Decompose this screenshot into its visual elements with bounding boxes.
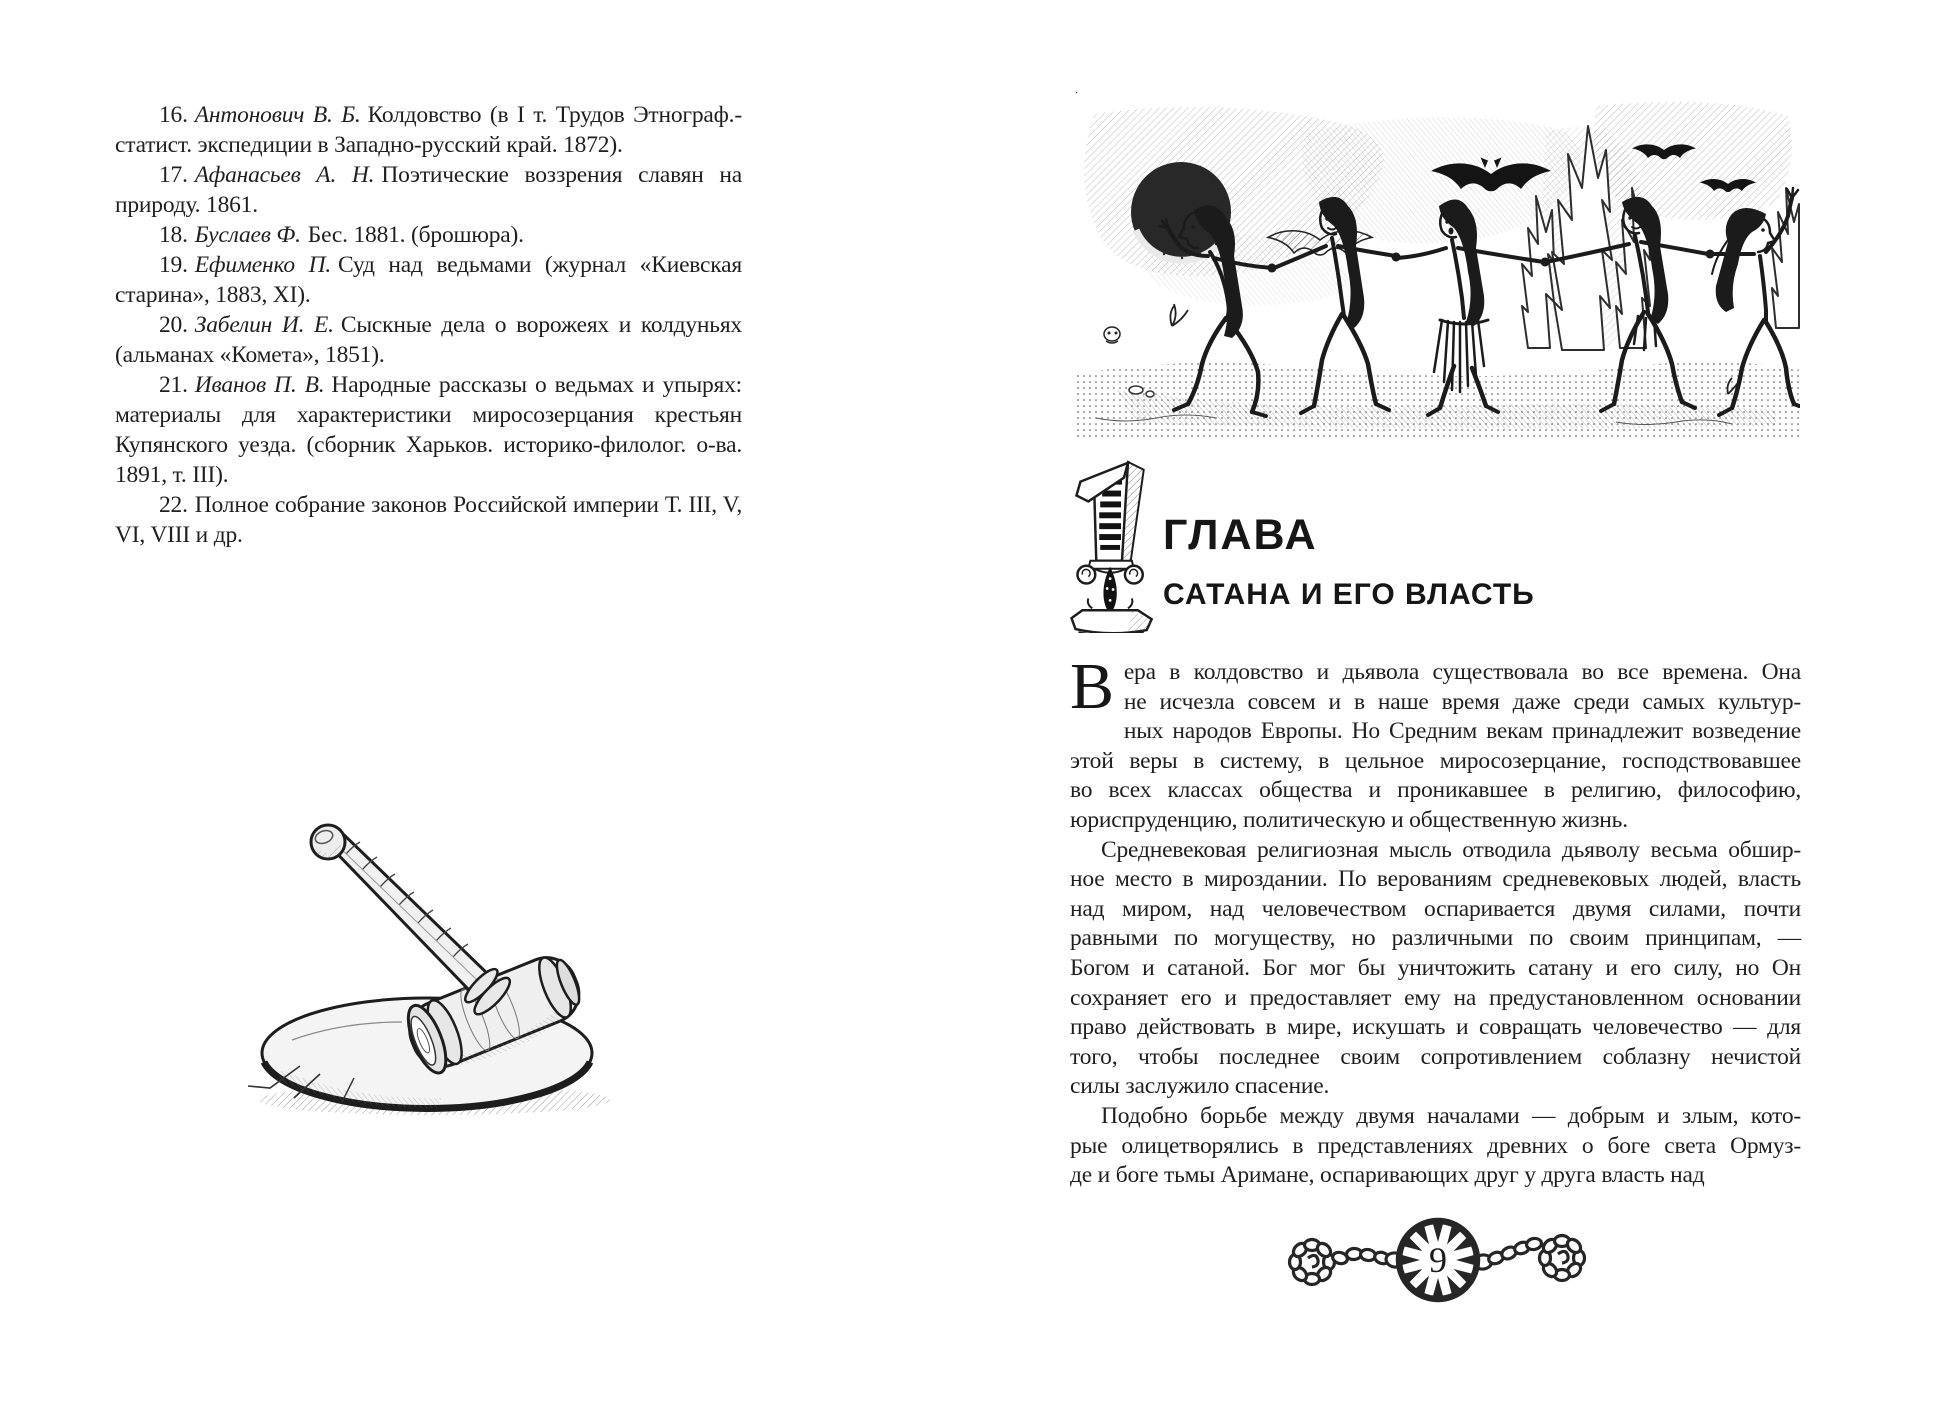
entry-text: Сыскные дела о ворожеях и колдуньях (альманах «Комета», 1851). (115, 312, 742, 368)
entry-number: 18. (159, 222, 188, 248)
paragraph-lines (1070, 1102, 1801, 1191)
drop-cap: В (1070, 650, 1114, 723)
text-line: рые олицетворялись в представлениях древних о боге света Ормуз- (1070, 1132, 1801, 1159)
text-line: сохраняет его и предоставляет ему на предустановленном основании (1070, 984, 1801, 1011)
chapter-title: САТАНА И ЕГО ВЛАСТЬ (1163, 578, 1535, 611)
bibliography-entry (115, 490, 742, 550)
entry-number: 16. (159, 102, 188, 128)
text-line: юриспруденцию, политическую и общественную жизнь. (1070, 806, 1628, 833)
entry-text: Поэтические воззрения славян на природу. 1861. (115, 162, 742, 218)
bibliography-list (115, 100, 742, 550)
entry-text: Народные рассказы о ведьмах и упырях: материалы для характеристики миросозерцания крестьян Купянского уезда. (сборник Харьков. историко-филолог. о-ва. 1891, т. III). (115, 372, 743, 488)
gavel-illustration (222, 808, 624, 1130)
entry-author: Ефименко П. (194, 252, 332, 278)
numeral-one-icon (1070, 450, 1170, 633)
entry-author: Иванов П. В. (194, 372, 325, 398)
entry-author: Буслаев Ф. (194, 222, 301, 248)
text-line: Подобно борьбе между двумя началами — добрым и злым, кото- (1101, 1102, 1801, 1129)
entry-text: Полное собрание законов Российской империи Т. III, V, VI, VIII и др. (115, 492, 742, 548)
text-line: этой веры в систему, в цельное миросозерцание, господствовавшее (1070, 747, 1801, 774)
bibliography-entry (115, 220, 742, 250)
paragraph-lines (1070, 650, 1801, 836)
text-line: Средневековая религиозная мысль отводила дьяволу весьма обшир- (1101, 836, 1801, 863)
text-line: над миром, над человечеством оспаривается двумя силами, почти (1070, 895, 1801, 922)
text-line: право действовать в мире, искушать и совращать человечество — для (1070, 1014, 1801, 1041)
entry-author: Забелин И. Е. (194, 312, 334, 338)
entry-text: Бес. 1881. (брошюра). (307, 222, 524, 248)
text-line: ное место в мироздании. По верованиям средневековых людей, власть (1070, 866, 1801, 893)
body-text (1070, 650, 1801, 1191)
text-line: ера в колдовство и дьявола существовала во все времена. Она (1123, 659, 1801, 685)
text-line: Богом и сатаной. Бог мог бы уничтожить сатану и его силу, но Он (1070, 954, 1801, 981)
text-line: того, чтобы последнее своим сопротивлением соблазну нечистой (1070, 1043, 1801, 1070)
paragraph-1 (1070, 650, 1801, 836)
chapter-heading (1163, 511, 1535, 611)
text-line: во всех классах общества и проникавшее в религию, философию, (1070, 777, 1801, 804)
entry-number: 19. (159, 252, 188, 278)
entry-number: 17. (159, 162, 188, 188)
entry-author: Афанасьев А. Н. (194, 162, 375, 188)
chapter-label: ГЛАВА (1163, 511, 1318, 559)
bibliography-entry (115, 160, 742, 220)
witches-dance-illustration (1076, 92, 1800, 440)
entry-text: Колдовство (в I т. Трудов Этнограф.-статист. экспедиции в Западно-русский край. 1872). (115, 102, 742, 158)
entry-number: 22. (159, 492, 188, 518)
bibliography-entry (115, 100, 742, 160)
paragraph-2 (1070, 836, 1801, 1102)
entry-author: Антонович В. Б. (194, 102, 361, 128)
text-line: ных народов Европы. Но Средним векам принадлежит возведение (1123, 718, 1801, 745)
text-line: не исчезла совсем и в наше время даже среди самых культур- (1123, 688, 1801, 715)
skull-icon (1104, 327, 1120, 343)
entry-number: 21. (159, 372, 188, 398)
paragraph-3 (1070, 1102, 1801, 1191)
text-line: силы заслужило спасение. (1070, 1073, 1330, 1100)
page-number-ornament (1262, 1212, 1622, 1324)
bibliography-entry (115, 310, 742, 370)
page-number: 9 (1429, 1240, 1447, 1280)
chapter-number-ornament (1070, 450, 1170, 633)
paragraph-lines (1070, 836, 1801, 1102)
bibliography-entry (115, 370, 742, 490)
plant-sprig (1170, 304, 1188, 326)
text-line: де и боге тьмы Аримане, оспаривающих друг у друга власть над (1070, 1162, 1705, 1189)
text-line: равными по могуществу, но различными по своим принципам, — (1070, 925, 1801, 952)
entry-text: Суд над ведьмами (журнал «Киевская старина», 1883, XI). (115, 252, 742, 308)
entry-number: 20. (159, 312, 188, 338)
bibliography-entry (115, 250, 742, 310)
